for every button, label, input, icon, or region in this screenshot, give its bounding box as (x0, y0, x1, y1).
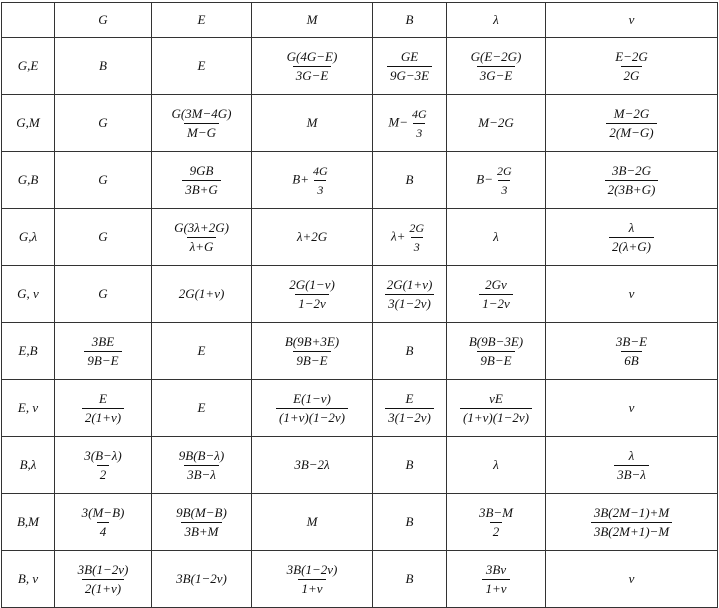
table-cell (152, 95, 252, 152)
table-row (2, 266, 718, 323)
fraction-numerator: M−2G (613, 105, 650, 121)
fraction (409, 107, 430, 140)
fraction (384, 278, 436, 311)
table-cell (373, 266, 447, 323)
header-corner-cell (2, 3, 55, 38)
fraction-numerator: 4G (313, 163, 328, 178)
fraction-numerator: 3(M−B) (81, 504, 125, 520)
fraction-denominator: 9B−E (477, 351, 514, 368)
row-label-cell: G,B (2, 152, 55, 209)
row-label-cell: B, v (2, 551, 55, 608)
fraction-denominator: 2(λ+G) (609, 237, 654, 254)
fraction-numerator: E (99, 390, 107, 406)
fraction-denominator: λ+G (187, 237, 217, 254)
fraction-denominator: 3(1−2v) (385, 294, 434, 311)
table-cell: λ (447, 209, 546, 266)
fraction-denominator: 1−2v (479, 294, 513, 311)
fraction (173, 506, 230, 539)
header-cell: v (546, 3, 718, 38)
row-label-cell: G,λ (2, 209, 55, 266)
table-cell: v (546, 380, 718, 437)
fraction-denominator: 2(1+v) (82, 408, 124, 425)
table-cell (252, 38, 373, 95)
table-cell: 3B(1−2v) (152, 551, 252, 608)
fraction-denominator: 3 (411, 237, 423, 254)
table-cell: E (152, 380, 252, 437)
fraction-numerator: B(9B−3E) (468, 333, 524, 349)
elastic-moduli-conversion-table (1, 2, 718, 608)
fraction (605, 164, 659, 197)
row-label-cell: B,λ (2, 437, 55, 494)
fraction-numerator: 3(B−λ) (84, 447, 122, 463)
fraction-denominator: 9B−E (84, 351, 121, 368)
fraction-denominator: 2G (621, 66, 643, 83)
fraction-numerator: λ (628, 447, 635, 463)
fraction-denominator: 3B(2M+1)−M (591, 522, 672, 539)
table-row (2, 95, 718, 152)
fraction (79, 506, 128, 539)
fraction-numerator: λ (628, 219, 635, 235)
fraction (614, 449, 649, 482)
row-label-cell: G,E (2, 38, 55, 95)
fraction (182, 164, 221, 197)
fraction-denominator: 2 (97, 465, 110, 482)
fraction-denominator: M−G (184, 123, 219, 140)
fraction-denominator: 1+v (482, 579, 509, 596)
table-cell (546, 437, 718, 494)
header-row (2, 3, 718, 38)
fraction-numerator: E(1−v) (293, 390, 331, 406)
fraction-denominator: 9B−E (293, 351, 330, 368)
table-cell (447, 323, 546, 380)
table-cell (252, 152, 373, 209)
fraction-denominator: 2(M−G) (606, 123, 656, 140)
table-cell (447, 38, 546, 95)
fraction-numerator: 3B(2M−1)+M (593, 504, 670, 520)
fraction-numerator: 2G(1−v) (289, 276, 335, 292)
fraction (82, 392, 124, 425)
fraction-denominator: 3B−λ (184, 465, 219, 482)
fraction (460, 392, 532, 425)
table-row (2, 209, 718, 266)
table-cell: G (55, 209, 152, 266)
table-row (2, 38, 718, 95)
fraction-numerator: 3B(1−2v) (286, 561, 338, 577)
fraction (284, 50, 341, 83)
formula-prefix: B+ (292, 170, 310, 186)
formula-prefix: B− (476, 170, 494, 186)
fraction-numerator: 3B(1−2v) (77, 561, 129, 577)
table-cell: B (55, 38, 152, 95)
fraction (609, 221, 654, 254)
table-cell: M (252, 95, 373, 152)
row-label-cell: G, v (2, 266, 55, 323)
table-cell (152, 152, 252, 209)
fraction-numerator: B(9B+3E) (284, 333, 340, 349)
table-cell: E (152, 323, 252, 380)
fraction (168, 107, 234, 140)
table-cell (252, 551, 373, 608)
fraction-numerator: G(E−2G) (470, 48, 522, 64)
table-cell (55, 494, 152, 551)
table-cell (373, 380, 447, 437)
table-cell (546, 95, 718, 152)
table-cell (546, 323, 718, 380)
fraction-denominator: 2(1+v) (82, 579, 124, 596)
table-cell: 3B−2λ (252, 437, 373, 494)
fraction-numerator: 3B−M (478, 504, 514, 520)
table-row (2, 152, 718, 209)
table-row (2, 323, 718, 380)
fraction-numerator: 9GB (189, 162, 214, 178)
header-cell: B (373, 3, 447, 38)
fraction-numerator: 9B(M−B) (176, 504, 227, 520)
header-cell: E (152, 3, 252, 38)
formula-prefix: λ+ (390, 227, 406, 243)
table-cell: v (546, 551, 718, 608)
formula-prefix: M− (388, 113, 408, 129)
fraction-numerator: E−2G (615, 48, 648, 64)
fraction-numerator: GE (400, 48, 419, 64)
fraction-denominator: (1+v)(1−2v) (460, 408, 532, 425)
table-cell (152, 494, 252, 551)
fraction-denominator: 9G−3E (387, 66, 432, 83)
table-cell (373, 95, 447, 152)
fraction (310, 164, 331, 197)
fraction (276, 392, 348, 425)
row-label-cell: B,M (2, 494, 55, 551)
fraction-denominator: 3 (314, 180, 326, 197)
fraction-denominator: 3B−λ (614, 465, 649, 482)
table-cell: v (546, 266, 718, 323)
row-label-cell: E, v (2, 380, 55, 437)
fraction (494, 164, 515, 197)
table-cell: M−2G (447, 95, 546, 152)
fraction-numerator: 3Bv (485, 561, 507, 577)
table-cell (252, 380, 373, 437)
fraction-numerator: 3BE (91, 333, 115, 349)
fraction-denominator: 3 (413, 123, 425, 140)
table-cell (252, 323, 373, 380)
table-row (2, 437, 718, 494)
header-cell: M (252, 3, 373, 38)
table-cell (373, 38, 447, 95)
header-cell: G (55, 3, 152, 38)
table-cell: 2G(1+v) (152, 266, 252, 323)
fraction-denominator: 3G−E (477, 66, 516, 83)
fraction-denominator: 3B+G (182, 180, 221, 197)
fraction (75, 563, 132, 596)
fraction-denominator: 4 (97, 522, 110, 539)
fraction (387, 50, 432, 83)
table-cell: G (55, 266, 152, 323)
table-cell (152, 437, 252, 494)
table-cell (55, 437, 152, 494)
fraction-numerator: 3B−E (615, 333, 648, 349)
table-cell: E (152, 38, 252, 95)
table-cell: B (373, 437, 447, 494)
table-cell (447, 551, 546, 608)
fraction-numerator: 4G (411, 106, 427, 121)
table-row (2, 380, 718, 437)
fraction-numerator: 2Gv (485, 276, 507, 292)
table-cell (447, 380, 546, 437)
fraction-numerator: vE (489, 390, 503, 406)
fraction (84, 335, 121, 368)
fraction-numerator: G(3λ+2G) (174, 219, 229, 235)
fraction-numerator: 2G (497, 163, 512, 178)
table-cell (546, 38, 718, 95)
fraction-numerator: 9B(B−λ) (178, 447, 225, 463)
table-cell: λ+2G (252, 209, 373, 266)
fraction (282, 335, 342, 368)
fraction (466, 335, 526, 368)
table-cell (546, 152, 718, 209)
table-cell (373, 209, 447, 266)
row-label-cell: E,B (2, 323, 55, 380)
table-cell: B (373, 494, 447, 551)
fraction (468, 50, 525, 83)
fraction (176, 449, 227, 482)
fraction (479, 278, 513, 311)
table-cell: B (373, 323, 447, 380)
table-cell (55, 551, 152, 608)
table-cell (252, 266, 373, 323)
fraction-denominator: 1−2v (295, 294, 329, 311)
fraction (286, 278, 338, 311)
table-cell (447, 152, 546, 209)
table-cell: M (252, 494, 373, 551)
fraction-denominator: 6B (621, 351, 641, 368)
fraction (591, 506, 672, 539)
table-cell: λ (447, 437, 546, 494)
table-cell (152, 209, 252, 266)
fraction-denominator: (1+v)(1−2v) (276, 408, 348, 425)
table-cell: G (55, 95, 152, 152)
table-cell: B (373, 551, 447, 608)
fraction-denominator: 2 (490, 522, 503, 539)
row-label-cell: G,M (2, 95, 55, 152)
table-cell (546, 494, 718, 551)
fraction-numerator: E (405, 390, 414, 406)
fraction-numerator: 2G (409, 220, 425, 235)
fraction-denominator: 3 (498, 180, 510, 197)
fraction-numerator: G(3M−4G) (171, 105, 232, 121)
table-row (2, 494, 718, 551)
table-cell (546, 209, 718, 266)
table-cell: G (55, 152, 152, 209)
fraction (606, 107, 656, 140)
fraction (612, 50, 651, 83)
table-cell (447, 266, 546, 323)
fraction (284, 563, 341, 596)
fraction (613, 335, 650, 368)
fraction-denominator: 2(3B+G) (605, 180, 659, 197)
fraction (171, 221, 232, 254)
table-row (2, 551, 718, 608)
fraction (482, 563, 509, 596)
fraction-denominator: 3(1−2v) (385, 408, 434, 425)
fraction-denominator: 3G−E (293, 66, 332, 83)
fraction-denominator: 1+v (298, 579, 325, 596)
table-cell (55, 380, 152, 437)
fraction (476, 506, 516, 539)
table-cell (447, 494, 546, 551)
fraction (81, 449, 125, 482)
fraction-numerator: 2G(1+v) (386, 276, 433, 292)
fraction-numerator: 3B−2G (611, 162, 652, 178)
fraction-denominator: 3B+M (181, 522, 221, 539)
header-cell: λ (447, 3, 546, 38)
table-cell (55, 323, 152, 380)
table-cell: B (373, 152, 447, 209)
fraction-numerator: G(4G−E) (286, 48, 338, 64)
fraction (385, 392, 434, 425)
fraction (406, 221, 427, 254)
